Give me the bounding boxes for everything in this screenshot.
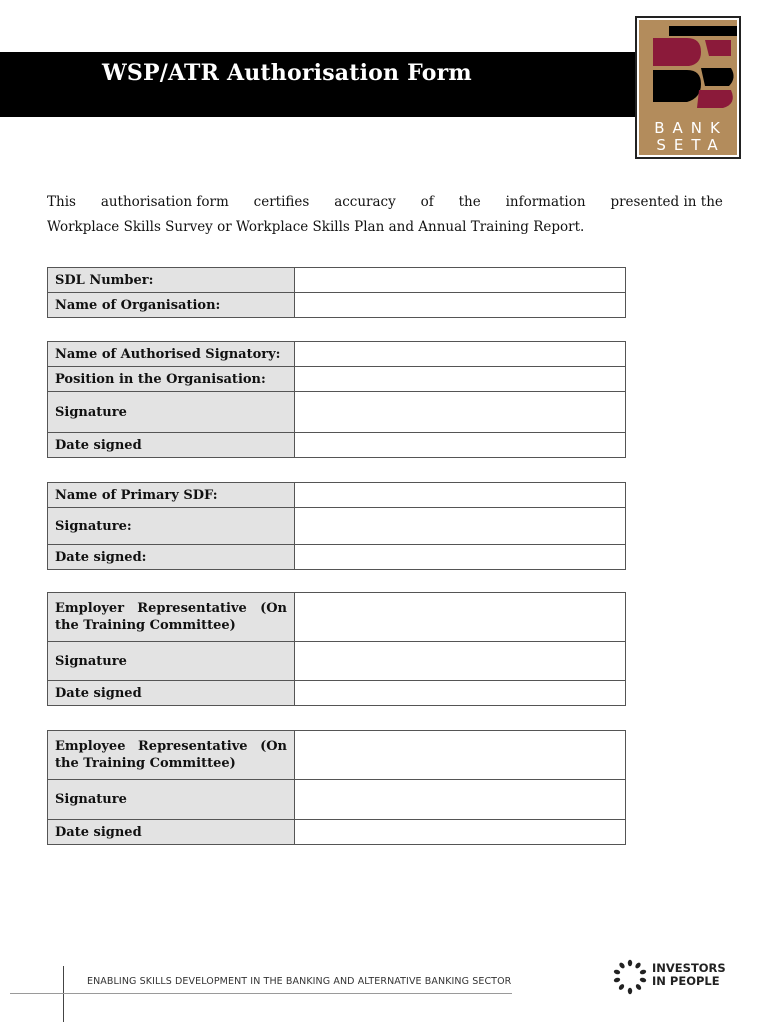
footer-tagline: ENABLING SKILLS DEVELOPMENT IN THE BANKING AND ALTERNATIVE BANKING SECTOR	[87, 976, 512, 987]
employer-date-label: Date signed	[48, 681, 295, 706]
sdf-signature-label: Signature:	[48, 508, 295, 545]
signatory-name-field[interactable]	[295, 342, 626, 367]
title-bar	[0, 52, 635, 117]
intro-word: This	[47, 194, 76, 210]
intro-word: certifies	[253, 194, 310, 210]
signatory-name-label: Name of Authorised Signatory:	[48, 342, 295, 367]
employer-signature-label: Signature	[48, 642, 295, 681]
organisation-name-label: Name of Organisation:	[48, 293, 295, 318]
logo-text-seta: SETA	[656, 136, 726, 154]
sdf-table	[47, 482, 626, 570]
intro-word: the	[458, 194, 481, 210]
iip-line-1: INVESTORS	[652, 961, 726, 975]
intro-word: information	[505, 194, 586, 210]
sdf-date-label: Date signed:	[48, 545, 295, 570]
footer-horizontal-rule	[10, 993, 512, 994]
employer-rep-field[interactable]	[295, 593, 626, 642]
organisation-name-field[interactable]	[295, 293, 626, 318]
employee-rep-label: Employee Representative (On the Training Committee)	[48, 731, 295, 780]
bankseta-logo	[635, 16, 741, 159]
employer-rep-table	[47, 592, 626, 706]
signatory-signature-label: Signature	[48, 392, 295, 433]
sdf-name-label: Name of Primary SDF:	[48, 483, 295, 508]
intro-word: authorisation form	[100, 194, 229, 210]
employer-signature-field[interactable]	[295, 642, 626, 681]
employee-rep-table	[47, 730, 626, 845]
sdl-number-label: SDL Number:	[48, 268, 295, 293]
form-title: WSP/ATR Authorisation Form	[102, 60, 472, 86]
intro-word: of	[420, 194, 434, 210]
logo-text-bank: BANK	[654, 119, 728, 137]
iip-text	[652, 962, 726, 988]
sdl-number-field[interactable]	[295, 268, 626, 293]
sdf-signature-field[interactable]	[295, 508, 626, 545]
footer-vertical-rule	[63, 966, 64, 1022]
signatory-table	[47, 341, 626, 458]
employee-date-field[interactable]	[295, 820, 626, 845]
investors-in-people-logo	[612, 959, 724, 995]
employee-signature-field[interactable]	[295, 780, 626, 820]
organisation-table	[47, 267, 626, 318]
laurel-wreath-icon	[612, 959, 648, 995]
employee-rep-field[interactable]	[295, 731, 626, 780]
intro-paragraph	[47, 190, 723, 240]
intro-word: presented in the	[610, 194, 723, 210]
employee-date-label: Date signed	[48, 820, 295, 845]
iip-line-2: IN PEOPLE	[652, 974, 720, 988]
signatory-signature-field[interactable]	[295, 392, 626, 433]
signatory-position-field[interactable]	[295, 367, 626, 392]
sdf-name-field[interactable]	[295, 483, 626, 508]
signatory-date-field[interactable]	[295, 433, 626, 458]
employee-signature-label: Signature	[48, 780, 295, 820]
employer-rep-label: Employer Representative (On the Training Committee)	[48, 593, 295, 642]
intro-word: accuracy	[334, 194, 396, 210]
intro-line-1	[47, 190, 723, 215]
sdf-date-field[interactable]	[295, 545, 626, 570]
employer-date-field[interactable]	[295, 681, 626, 706]
signatory-date-label: Date signed	[48, 433, 295, 458]
signatory-position-label: Position in the Organisation:	[48, 367, 295, 392]
intro-line-2: Workplace Skills Survey or Workplace Skills Plan and Annual Training Report.	[47, 219, 585, 235]
